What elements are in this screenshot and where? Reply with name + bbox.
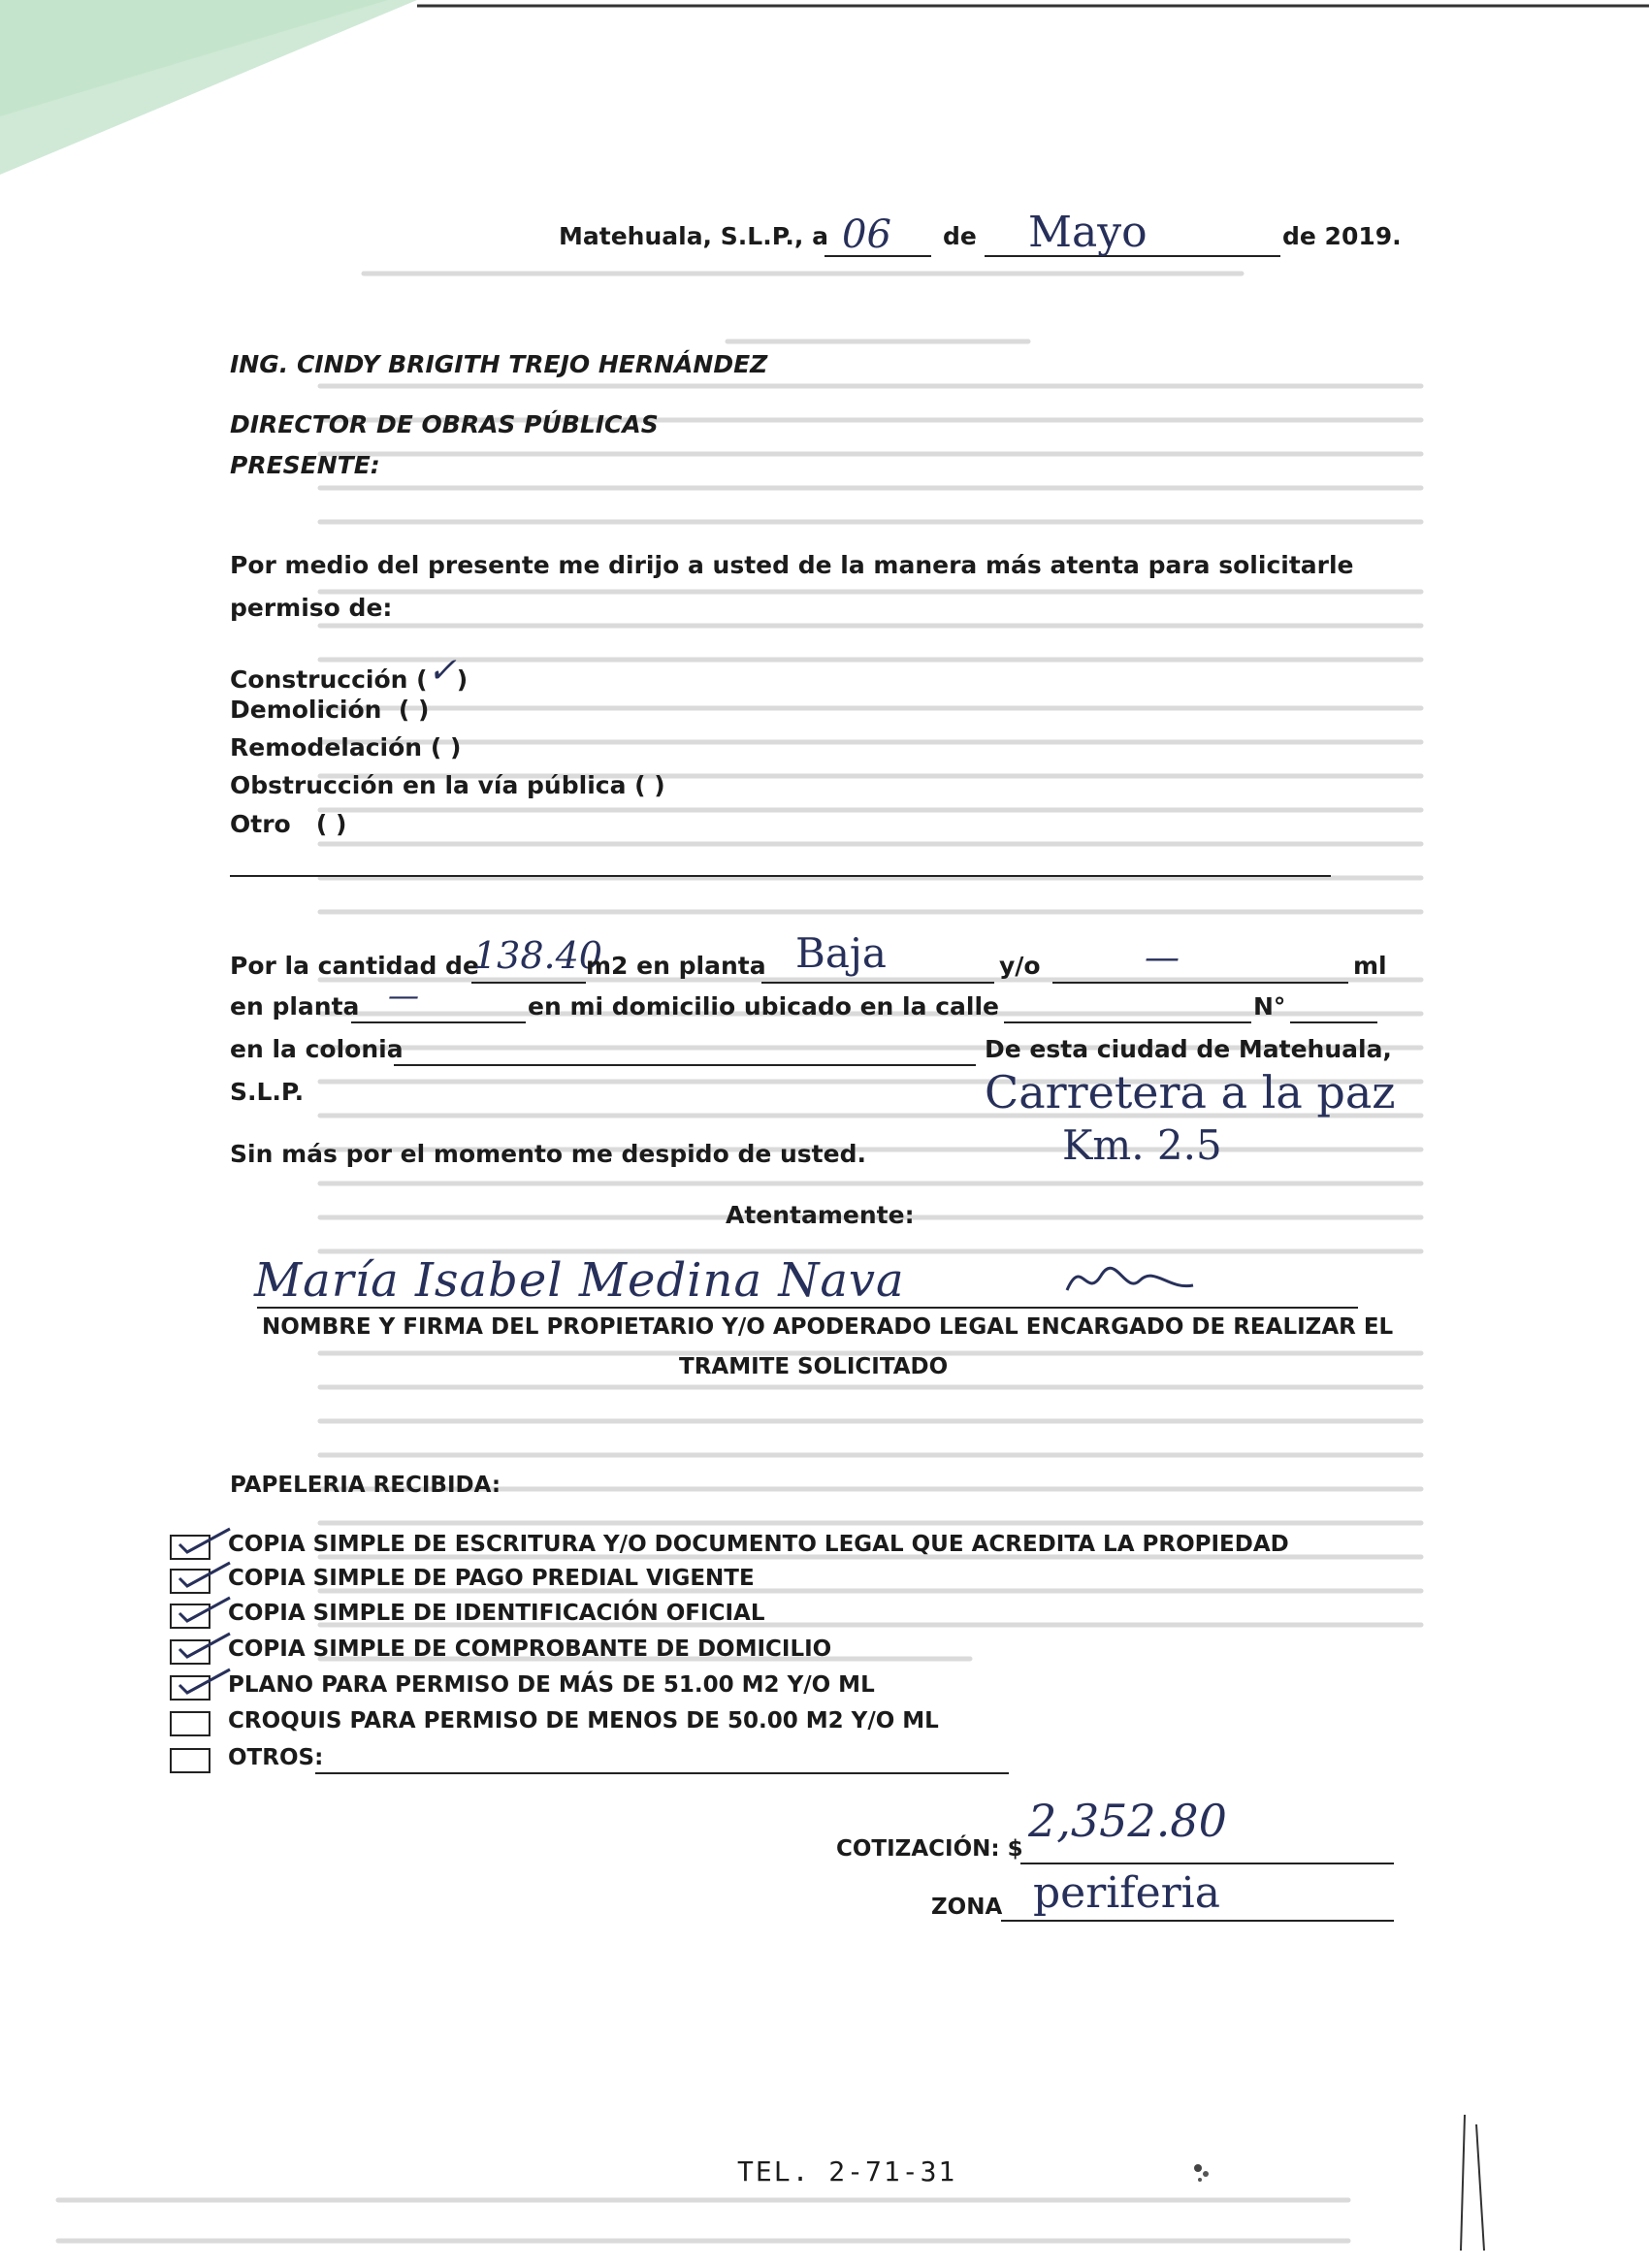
papeleria-item-label: OTROS: [228, 1745, 324, 1770]
option-obstruccion [230, 773, 665, 797]
domicilio-label: en mi domicilio ubicado en la calle [528, 992, 999, 1021]
calle-line [1004, 1021, 1251, 1023]
check-mark-icon [174, 1630, 232, 1665]
zona-label: ZONA [931, 1895, 1003, 1920]
option-label: Remodelación [230, 733, 423, 761]
firma-caption-1: NOMBRE Y FIRMA DEL PROPIETARIO Y/O APODERADO LEGAL ENCARGADO DE REALIZAR EL [262, 1314, 1394, 1340]
papeleria-item-label: COPIA SIMPLE DE PAGO PREDIAL VIGENTE [228, 1566, 755, 1591]
yo-line [1052, 982, 1348, 984]
amount-value: 138.40 [473, 934, 602, 977]
option-label: Demolición [230, 696, 382, 724]
presente-label: PRESENTE: [230, 451, 380, 479]
option-close-paren: ) [456, 665, 469, 694]
signature-name: María Isabel Medina Nava [254, 1253, 905, 1308]
option-paren: ( ) [634, 771, 665, 799]
place-date-label: Matehuala, S.L.P., a [559, 222, 828, 250]
numero-label: N° [1253, 992, 1286, 1021]
firma-caption-2: TRAMITE SOLICITADO [679, 1354, 949, 1379]
addressee-title: DIRECTOR DE OBRAS PÚBLICAS [230, 410, 659, 438]
atentamente-label: Atentamente: [726, 1201, 915, 1229]
option-paren: ( ) [315, 810, 347, 838]
papeleria-checkbox[interactable] [170, 1748, 210, 1773]
papeleria-item-label: COPIA SIMPLE DE COMPROBANTE DE DOMICILIO [228, 1636, 832, 1662]
amount-line [471, 982, 586, 984]
option-demolicion [230, 697, 429, 722]
de-label: de [943, 222, 977, 250]
yo-value: — [1145, 938, 1180, 978]
papeleria-heading: PAPELERIA RECIBIDA: [230, 1473, 501, 1498]
check-mark-icon [174, 1666, 232, 1701]
cotizacion-line [1020, 1863, 1394, 1864]
corner-tab [0, 0, 1649, 194]
option-remodelacion [230, 735, 461, 760]
numero-line [1290, 1021, 1377, 1023]
zona-value: periferia [1033, 1868, 1220, 1918]
por-cantidad-label: Por la cantidad de [230, 952, 479, 980]
month-value: Mayo [1028, 208, 1148, 257]
en-planta-value: — [388, 977, 419, 1014]
despedida-text: Sin más por el momento me despido de usted. [230, 1140, 866, 1168]
colonia-label: en la colonia [230, 1035, 404, 1063]
papeleria-checkbox[interactable] [170, 1604, 210, 1629]
margin-mark-icon [1455, 2115, 1494, 2260]
scan-speck-icon [1188, 2158, 1217, 2187]
yo-label: y/o [999, 952, 1041, 980]
address-line-2: Km. 2.5 [1062, 1121, 1222, 1169]
cotizacion-label: COTIZACIÓN: $ [836, 1836, 1023, 1862]
papeleria-item-label: COPIA SIMPLE DE ESCRITURA Y/O DOCUMENTO LEGAL QUE ACREDITA LA PROPIEDAD [228, 1532, 1289, 1557]
m2-planta-label: m2 en planta [586, 952, 766, 980]
year-label: de 2019. [1282, 222, 1402, 250]
colonia-line [394, 1064, 976, 1066]
signature-flourish-icon [1057, 1251, 1203, 1310]
papeleria-item-label: COPIA SIMPLE DE IDENTIFICACIÓN OFICIAL [228, 1601, 765, 1626]
option-paren: ( ) [398, 696, 430, 724]
otro-line [230, 875, 1331, 877]
construccion-check-mark: ✓ [427, 651, 457, 691]
intro-line-2: permiso de: [230, 594, 393, 622]
papeleria-checkbox[interactable] [170, 1711, 210, 1736]
papeleria-checkbox[interactable] [170, 1535, 210, 1560]
planta-value: Baja [795, 929, 887, 977]
signature-line [257, 1307, 1358, 1309]
option-label: Obstrucción en la vía pública [230, 771, 627, 799]
papeleria-checkbox[interactable] [170, 1675, 210, 1701]
otros-line [315, 1772, 1009, 1774]
en-planta-label: en planta [230, 992, 360, 1021]
zona-line [1001, 1920, 1394, 1922]
papeleria-item-label: PLANO PARA PERMISO DE MÁS DE 51.00 M2 Y/O ML [228, 1672, 875, 1698]
footer-tel: TEL. 2-71-31 [737, 2155, 957, 2187]
ml-label: ml [1353, 952, 1387, 980]
papeleria-checkbox[interactable] [170, 1569, 210, 1594]
slp-label: S.L.P. [230, 1078, 305, 1106]
addressee-name: ING. CINDY BRIGITH TREJO HERNÁNDEZ [230, 350, 768, 378]
ciudad-label: De esta ciudad de Matehuala, [985, 1035, 1392, 1063]
en-planta-line [351, 1021, 526, 1023]
check-mark-icon [174, 1594, 232, 1629]
option-label: Construcción ( [230, 665, 428, 694]
option-label: Otro [230, 810, 291, 838]
option-otro [230, 812, 346, 836]
option-construccion [230, 651, 469, 695]
cotizacion-value: 2,352.80 [1028, 1795, 1227, 1847]
check-mark-icon [174, 1525, 232, 1560]
planta-line [761, 982, 994, 984]
papeleria-checkbox[interactable] [170, 1639, 210, 1665]
papeleria-item-label: CROQUIS PARA PERMISO DE MENOS DE 50.00 M2 Y/O ML [228, 1708, 939, 1733]
address-line-1: Carretera a la paz [985, 1066, 1396, 1118]
check-mark-icon [174, 1559, 232, 1594]
option-paren: ( ) [430, 733, 462, 761]
intro-line-1: Por medio del presente me dirijo a usted de la manera más atenta para solicitarle [230, 551, 1354, 579]
day-value: 06 [842, 212, 891, 257]
